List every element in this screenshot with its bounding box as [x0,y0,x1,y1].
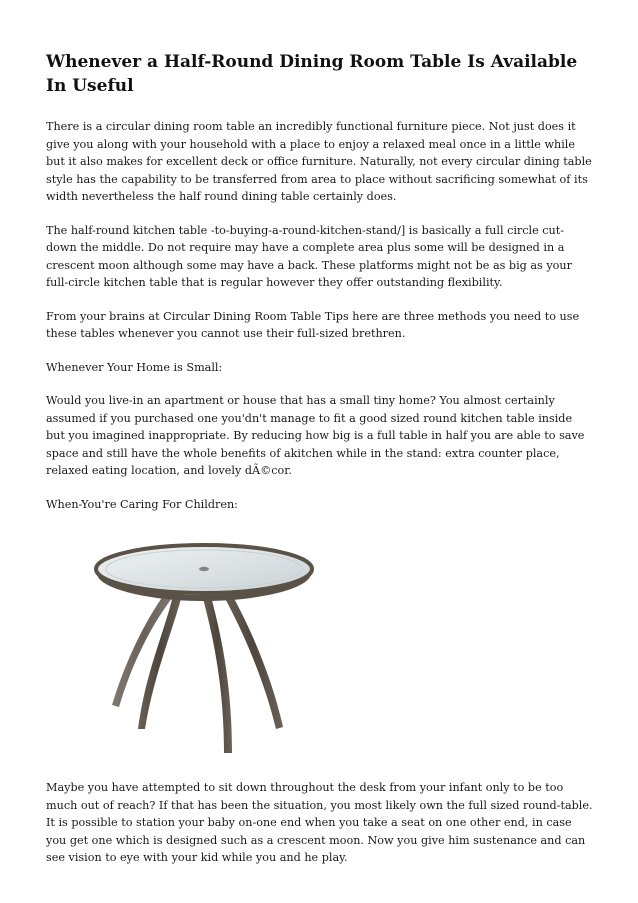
paragraph-half-round: The half-round kitchen table -to-buying-a-round-kitchen-stand/] is basically a full circle cut-down the middle. Do not require may have a complete area plus some will be designed in a crescent moon although some may have a back. These platforms might not be as big as your full-circle kitchen table that is regular however they offer outstanding flexibility. [46,223,572,289]
subheading-children: When-You're Caring For Children: [46,497,238,511]
article [46,50,594,883]
paragraph-children: Maybe you have attempted to sit down throughout the desk from your infant only to be too much out of reach? If that has been the situation, you most likely own the full sized round-table. It is possible to station your baby on-one end when you take a seat on one other end, in case you get one which is designed such as a crescent moon. Now you give him sustenance and can see vision to eye with your kid while you and he play. [46,781,593,864]
subheading-home-small: Whenever Your Home is Small: [46,360,223,374]
paragraph-methods: From your brains at Circular Dining Room Table Tips here are three methods you need to use these tables whenever you cannot use their full-sized brethren. [46,309,580,340]
paragraph-home-small: Would you live-in an apartment or house that has a small tiny home? You almost certainly assumed if you purchased one you'dn't manage to fit a good sized round kitchen table inside but you imagined inappropriate. By reducing how big is a full table in half you are able to save space and still have the whole benefits of akitchen while in the stand: extra counter place, relaxed eating location, and lovely dÃ©cor. [46,394,585,477]
round-table-icon [46,529,594,759]
table-image [46,529,594,759]
article-title: Whenever a Half-Round Dining Room Table Is Available In Useful [46,52,578,96]
paragraph-intro: There is a circular dining room table an incredibly functional furniture piece. Not just does it give you along with your household with a place to enjoy a relaxed meal once in a little while but it also makes for excellent deck or office furniture. Naturally, not every circular dining table style has the capability to be transferred from area to place without sacrificing somewhat of its width nevertheless the half round dining table certainly does. [46,120,592,203]
